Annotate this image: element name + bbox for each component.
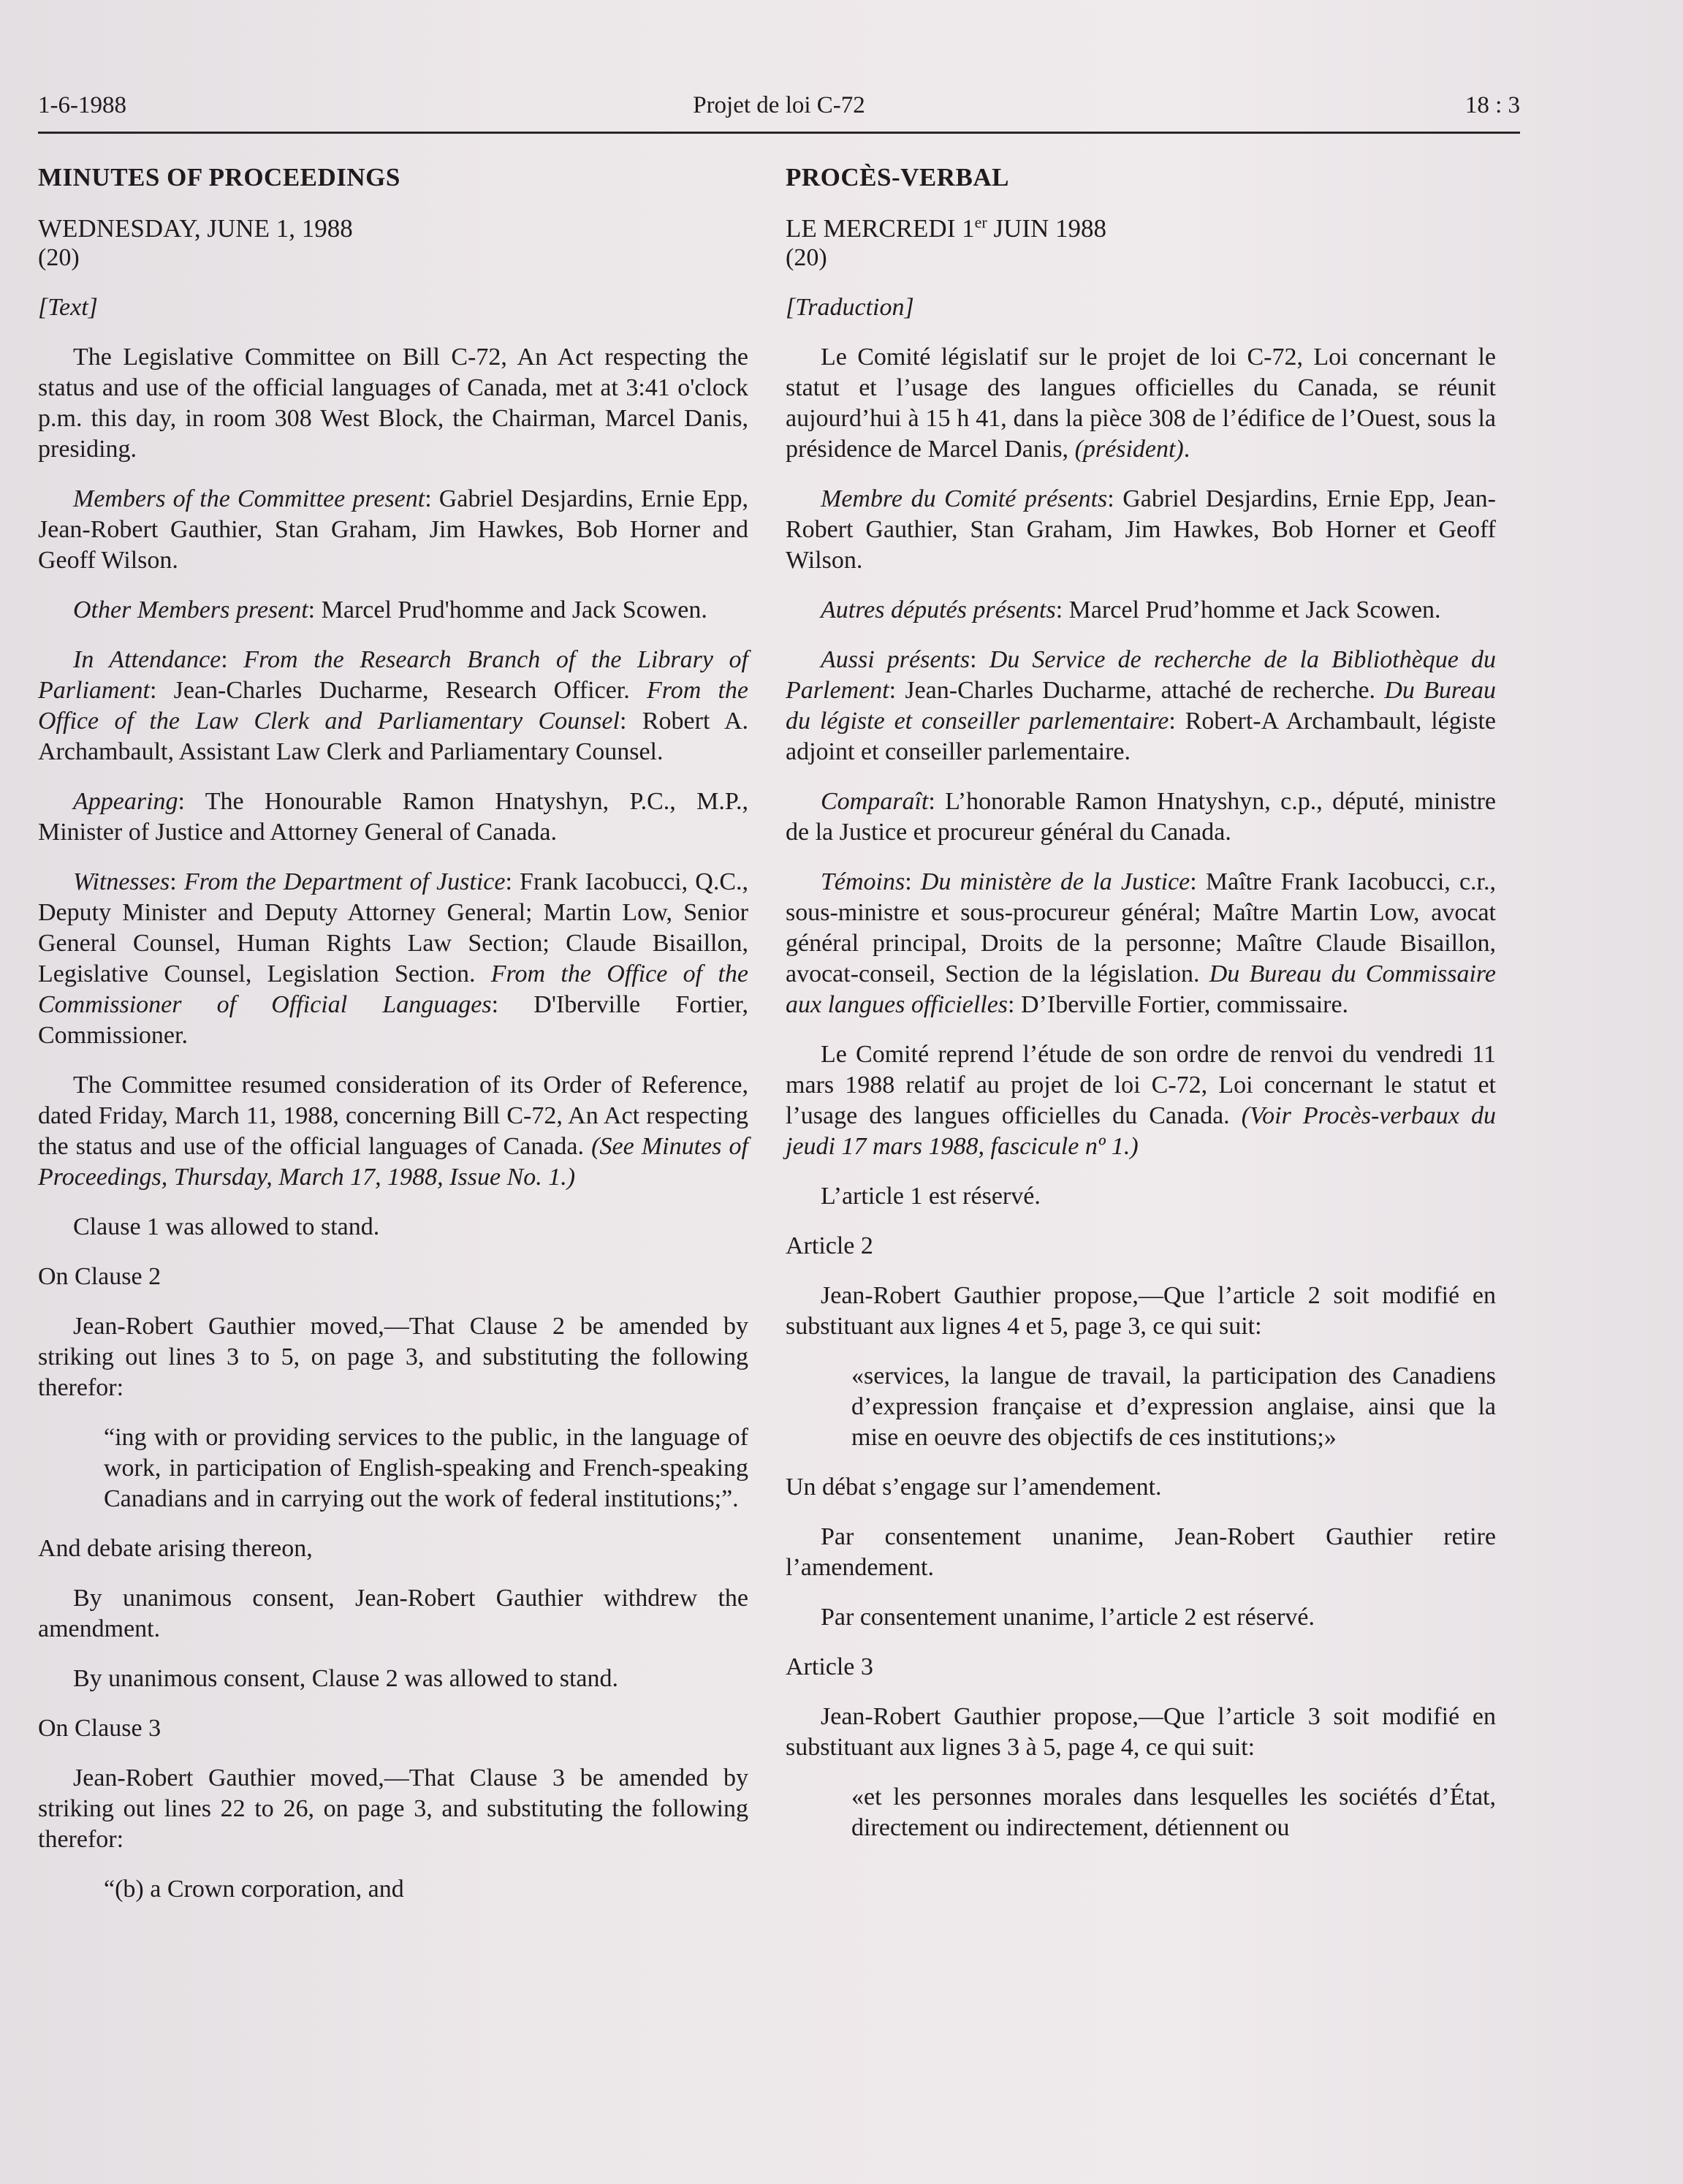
english-other-members: Other Members present: Marcel Prud'homme and Jack Scowen.: [73, 596, 707, 623]
french-meeting-number: (20): [786, 244, 827, 271]
french-debat: Un débat s’engage sur l’amendement.: [786, 1474, 1162, 1501]
french-other-members: Autres députés présents: Marcel Prud’homme et Jack Scowen.: [821, 596, 1441, 623]
french-article3: Article 3: [786, 1653, 873, 1680]
french-article3-motion: Jean-Robert Gauthier propose,—Que l’article 3 soit modifié en substituant aux lignes 3 à 5, page 4, ce qui suit:: [786, 1703, 1496, 1761]
english-appearing: Appearing: The Honourable Ramon Hnatyshyn, P.C., M.P., Minister of Justice and Attorney General of Canada.: [38, 788, 748, 846]
english-opening-paragraph: The Legislative Committee on Bill C-72, An Act respecting the status and use of the official languages of Canada, met at 3:41 o'clock p.m. this day, in room 308 West Block, the Chairman, Marcel Danis, presiding.: [38, 344, 748, 463]
french-article2-quote: «services, la langue de travail, la participation des Canadiens d’expression française et d’expression anglaise, ainsi que la mise en oeuvre des objectifs de ces institutions;»: [851, 1362, 1496, 1451]
french-members-present: Membre du Comité présents: Gabriel Desjardins, Ernie Epp, Jean-Robert Gauthier, Stan Graham, Jim Hawkes, Bob Horner et Geoff Wilson.: [786, 485, 1496, 574]
english-clause3-quote: “(b) a Crown corporation, and: [104, 1876, 404, 1903]
french-aussi-presents: Aussi présents: Du Service de recherche de la Bibliothèque du Parlement: Jean-Charles Ducharme, attaché de recherche. Du Bureau du légiste et conseiller parlementaire: Robert-A Archambault, légiste adjoint et conseiller parlementaire.: [786, 646, 1497, 765]
english-on-clause2: On Clause 2: [38, 1263, 162, 1290]
english-column: [38, 162, 748, 1905]
french-article2: Article 2: [786, 1232, 873, 1259]
french-date: LE MERCREDI 1er JUIN 1988: [786, 213, 1107, 243]
english-clause2-quote: “ing with or providing services to the public, in the language of work, in participation of English-speaking and French-speaking Canadians and in carrying out the work of federal institutions;”.: [104, 1424, 748, 1512]
french-article1-reserve: L’article 1 est réservé.: [821, 1183, 1041, 1210]
french-retire: Par consentement unanime, Jean-Robert Gauthier retire l’amendement.: [786, 1523, 1496, 1581]
french-reprend-etude: Le Comité reprend l’étude de son ordre de renvoi du vendredi 11 mars 1988 relatif au projet de loi C-72, Loi concernant le statut et l’usage des langues officielles du Canada. (Voir Procès-verbaux du jeudi 17 mars 1988, fascicule nº 1.): [786, 1041, 1496, 1160]
french-article3-quote: «et les personnes morales dans lesquelles les sociétés d’État, directement ou indirectement, détiennent ou: [851, 1783, 1496, 1841]
french-temoins: Témoins: Du ministère de la Justice: Maître Frank Iacobucci, c.r., sous-ministre et sous-procureur général; Maître Martin Low, avocat général principal, Droits de la personne; Maître Claude Bisaillon, avocat-conseil, Section de la législation. Du Bureau du Commissaire aux langues officielles: D’Iberville Fortier, commissaire.: [786, 868, 1496, 1018]
french-column: [786, 162, 1496, 1843]
english-date: WEDNESDAY, JUNE 1, 1988: [38, 214, 353, 243]
header-title: Projet de loi C-72: [693, 92, 865, 118]
english-members-present: Members of the Committee present: Gabriel Desjardins, Ernie Epp, Jean-Robert Gauthier, Stan Graham, Jim Hawkes, Bob Horner and Geoff Wilson.: [38, 485, 748, 574]
french-heading: PROCÈS-VERBAL: [786, 163, 1009, 192]
french-comparait: Comparaît: L’honorable Ramon Hnatyshyn, c.p., député, ministre de la Justice et procureur général du Canada.: [786, 788, 1496, 846]
french-article2-motion: Jean-Robert Gauthier propose,—Que l’article 2 soit modifié en substituant aux lignes 4 et 5, page 3, ce qui suit:: [786, 1282, 1496, 1340]
english-debate: And debate arising thereon,: [38, 1535, 313, 1562]
header-page-ref: 18 : 3: [1464, 92, 1520, 118]
french-article2-reserve: Par consentement unanime, l’article 2 est réservé.: [821, 1604, 1315, 1631]
header-date: 1-6-1988: [38, 92, 126, 118]
english-heading: MINUTES OF PROCEEDINGS: [38, 163, 400, 192]
english-resumed-consideration: The Committee resumed consideration of its Order of Reference, dated Friday, March 11, 1988, concerning Bill C-72, An Act respecting the status and use of the official languages of Canada. (See Minutes of Proceedings, Thursday, March 17, 1988, Issue No. 1.): [38, 1072, 748, 1191]
english-witnesses: Witnesses: From the Department of Justice: Frank Iacobucci, Q.C., Deputy Minister and Deputy Attorney General; Martin Low, Senior General Counsel, Human Rights Law Section; Claude Bisaillon, Legislative Counsel, Legislation Section. From the Office of the Commissioner of Official Languages: D'Iberville Fortier, Commissioner.: [38, 868, 748, 1049]
english-meeting-number: (20): [38, 244, 80, 271]
english-withdrew: By unanimous consent, Jean-Robert Gauthier withdrew the amendment.: [38, 1585, 748, 1642]
english-clause2-stand: By unanimous consent, Clause 2 was allowed to stand.: [73, 1665, 619, 1692]
english-clause3-motion: Jean-Robert Gauthier moved,—That Clause 3 be amended by striking out lines 22 to 26, on page 3, and substituting the following therefor:: [38, 1764, 748, 1853]
running-header: [38, 88, 1520, 134]
french-opening-paragraph: Le Comité législatif sur le projet de loi C-72, Loi concernant le statut et l’usage des langues officielles du Canada, se réunit aujourd’hui à 15 h 41, dans la pièce 308 de l’édifice de l’Ouest, sous la présidence de Marcel Danis, (président).: [786, 344, 1496, 463]
english-clause1-stand: Clause 1 was allowed to stand.: [73, 1213, 380, 1240]
english-on-clause3: On Clause 3: [38, 1715, 162, 1742]
english-clause2-motion: Jean-Robert Gauthier moved,—That Clause 2 be amended by striking out lines 3 to 5, on page 3, and substituting the following therefor:: [38, 1313, 748, 1401]
french-translation-label: [Traduction]: [786, 294, 914, 321]
english-in-attendance: In Attendance: From the Research Branch of the Library of Parliament: Jean-Charles Ducharme, Research Officer. From the Office of the Law Clerk and Parliamentary Counsel: Robert A. Archambault, Assistant Law Clerk and Parliamentary Counsel.: [38, 646, 748, 765]
english-text-label: [Text]: [38, 294, 98, 321]
